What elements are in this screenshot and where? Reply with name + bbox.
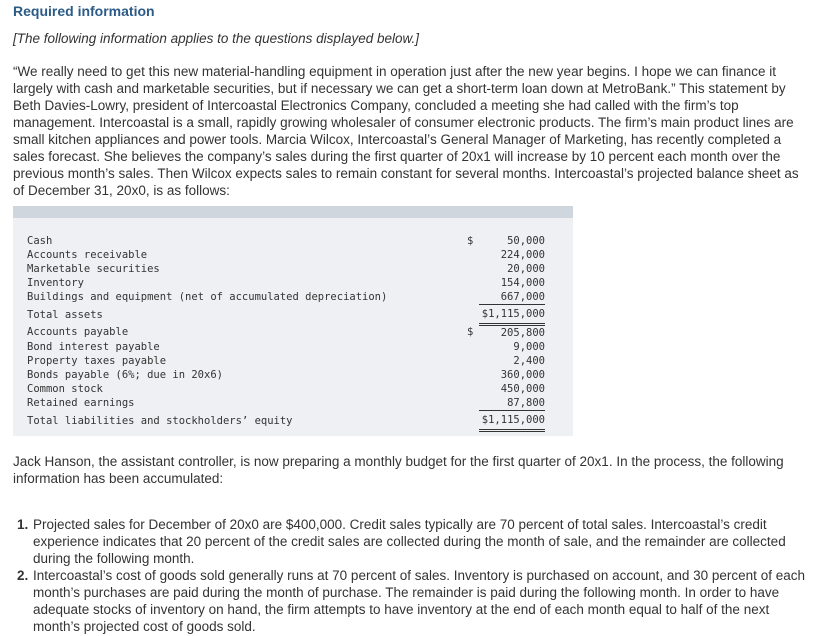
row-label: Common stock: [27, 383, 103, 395]
row-amount: 450,000: [500, 383, 545, 395]
row-amount: 224,000: [500, 249, 545, 261]
row-label: Cash: [27, 235, 53, 247]
row-label: Retained earnings: [27, 397, 135, 410]
followup-paragraph: Jack Hanson, the assistant controller, is now preparing a monthly budget for the first quarter of 20x1. In the process, the following information has been accumulated:: [13, 454, 784, 486]
table-row: [27, 340, 545, 354]
row-amount: 205,800: [500, 327, 545, 339]
table-row: [27, 368, 545, 382]
row-amount: 20,000: [507, 263, 545, 275]
table-row: [27, 262, 545, 276]
row-currency: [467, 290, 479, 305]
table-row: [27, 325, 545, 341]
list-item: [13, 516, 813, 567]
row-label: Bond interest payable: [27, 341, 160, 353]
balance-sheet-panel: [13, 206, 573, 436]
table-row: [27, 382, 545, 396]
list-item-number: 2.: [17, 568, 29, 583]
row-amount: 154,000: [500, 277, 545, 289]
table-row: [27, 354, 545, 368]
table-row: [27, 396, 545, 411]
table-row: [27, 276, 545, 290]
balance-sheet-table: [27, 234, 545, 432]
table-row-total: [27, 411, 545, 431]
row-currency: [467, 305, 479, 325]
table-row-total: [27, 305, 545, 325]
row-currency: [467, 340, 479, 354]
row-currency: $: [467, 235, 474, 247]
section-heading: Required information: [13, 3, 155, 19]
row-amount: 2,400: [513, 355, 545, 367]
list-item: [13, 567, 813, 635]
table-row: [27, 248, 545, 262]
row-amount: 87,800: [479, 396, 545, 411]
row-amount: 360,000: [500, 369, 545, 381]
section-subheading: [The following information applies to the questions displayed below.]: [13, 31, 419, 46]
row-currency: [467, 411, 479, 431]
row-label: Bonds payable (6%; due in 20x6): [27, 369, 223, 381]
row-label: Total assets: [27, 308, 103, 321]
row-currency: [467, 396, 479, 411]
row-amount: 50,000: [507, 235, 545, 247]
row-label: Accounts payable: [27, 326, 129, 339]
row-currency: [467, 262, 479, 276]
row-amount: 9,000: [513, 341, 545, 353]
row-label: Accounts receivable: [27, 249, 148, 261]
row-currency: [467, 368, 479, 382]
list-item-text: Intercoastal’s cost of goods sold generally runs at 70 percent of sales. Inventory is purchased on account, and 30 percent of each month’s purchases are paid during the month of purchase. The remainder is paid during the following month. In order to have adequate stocks of inventory on hand, the firm attempts to have inventory at the end of each month equal to half of the next month’s projected cost of goods sold.: [33, 568, 805, 634]
row-currency: [467, 354, 479, 368]
row-amount: $1,115,000: [479, 305, 545, 325]
row-label: Buildings and equipment (net of accumulated depreciation): [27, 291, 388, 304]
row-label: Inventory: [27, 277, 84, 289]
row-label: Marketable securities: [27, 263, 160, 275]
row-amount: $1,115,000: [479, 411, 545, 431]
row-currency: $: [467, 326, 474, 339]
row-label: Property taxes payable: [27, 355, 167, 367]
info-list: [13, 516, 813, 635]
table-row: [27, 234, 545, 248]
row-currency: [467, 276, 479, 290]
table-row: [27, 290, 545, 305]
list-item-number: 1.: [17, 517, 29, 532]
row-currency: [467, 382, 479, 396]
row-currency: [467, 248, 479, 262]
row-label: Total liabilities and stockholders’ equity: [27, 414, 293, 427]
intro-paragraph: “We really need to get this new material-handling equipment in operation just after the new year begins. I hope we can finance it largely with cash and marketable securities, but if necessary we can get a short-term loan down at MetroBank.” This statement by Beth Davies-Lowry, president of Intercoastal Electronics Company, concluded a meeting she had called with the firm’s top management. Intercoastal is a small, rapidly growing wholesaler of consumer electronic products. The firm’s main product lines are small kitchen appliances and power tools. Marcia Wilcox, Intercoastal’s General Manager of Marketing, has recently completed a sales forecast. She believes the company’s sales during the first quarter of 20x1 will increase by 10 percent each month over the previous month’s sales. Then Wilcox expects sales to remain constant for several months. Intercoastal’s projected balance sheet as of December 31, 20x0, is as follows:: [13, 64, 799, 198]
list-item-text: Projected sales for December of 20x0 are $400,000. Credit sales typically are 70 percent of total sales. Intercoastal’s credit experience indicates that 20 percent of the credit sales are collected during the month of sale, and the remainder are collected during the following month.: [33, 517, 786, 566]
row-amount: 667,000: [479, 290, 545, 305]
